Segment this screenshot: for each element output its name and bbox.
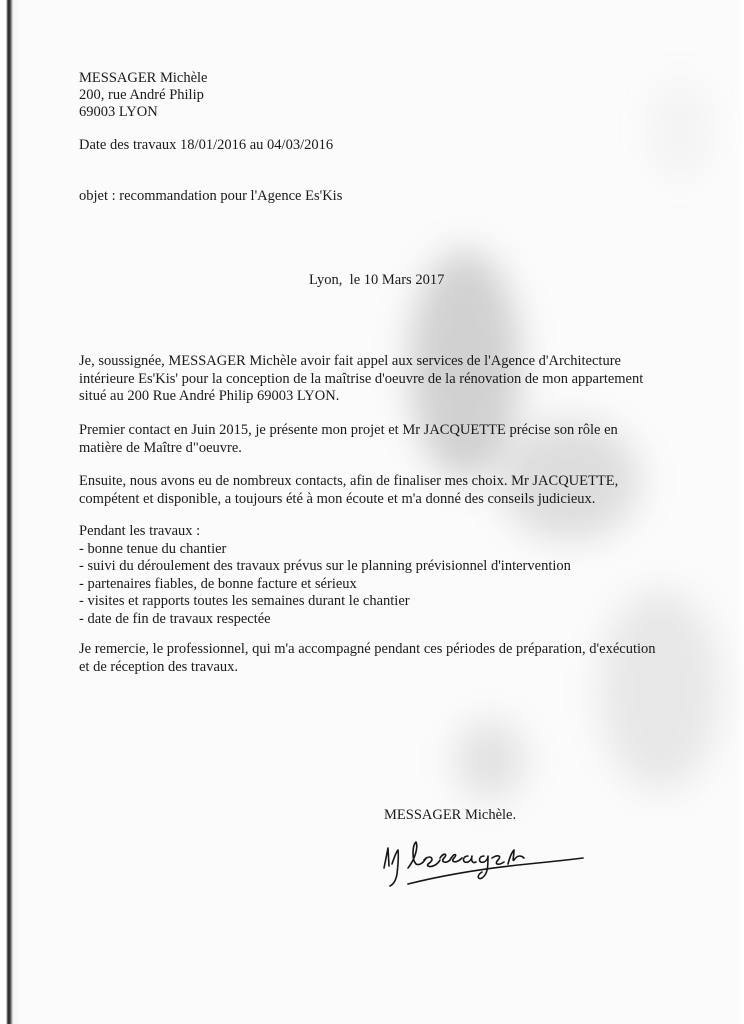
- works-list-item: - suivi du déroulement des travaux prévus sur le planning prévisionnel d'intervention: [79, 558, 571, 574]
- paragraph-line: matière de Maître d"oeuvre.: [79, 439, 242, 456]
- paragraph-line: Premier contact en Juin 2015, je présente mon projet et Mr JACQUETTE précise son rôle en: [79, 422, 618, 438]
- works-list-item: - date de fin de travaux respectée: [79, 610, 271, 627]
- sender-city: 69003 LYON: [79, 104, 158, 120]
- sender-address: [79, 70, 207, 121]
- works-intro: Pendant les travaux :: [79, 523, 201, 539]
- paragraph-intro: [79, 353, 643, 406]
- closing-name: MESSAGER Michèle.: [384, 807, 517, 823]
- sender-name: MESSAGER Michèle: [79, 70, 208, 86]
- sender-street: 200, rue André Philip: [79, 87, 204, 103]
- paragraph-line: Je remercie, le professionnel, qui m'a accompagné pendant ces périodes de préparation, d'exécution: [79, 641, 656, 657]
- paragraph-line: et de réception des travaux.: [79, 658, 239, 675]
- paragraph-line: Je, soussignée, MESSAGER Michèle avoir fait appel aux services de l'Agence d'Architecture: [79, 353, 621, 369]
- works-list-item: - partenaires fiables, de bonne facture et sérieux: [79, 575, 357, 592]
- place-date: Lyon, le 10 Mars 2017: [309, 272, 445, 288]
- scan-right-edge: [736, 0, 744, 1024]
- works-list-item: - visites et rapports toutes les semaines durant le chantier: [79, 593, 410, 609]
- handwritten-signature: [378, 828, 598, 888]
- works-list-item: - bonne tenue du chantier: [79, 540, 227, 557]
- paragraph-first-contact: [79, 422, 618, 457]
- subject-line: objet : recommandation pour l'Agence Es'Kis: [79, 188, 343, 204]
- paragraph-line: situé au 200 Rue André Philip 69003 LYON.: [79, 388, 340, 404]
- paragraph-line: compétent et disponible, a toujours été à mon écoute et m'a donné des conseils judicieux.: [79, 490, 596, 507]
- scan-smudge: [455, 720, 525, 800]
- work-dates: Date des travaux 18/01/2016 au 04/03/2016: [79, 137, 334, 153]
- scan-smudge: [600, 590, 720, 790]
- scan-smudge: [650, 80, 710, 180]
- paragraph-line: Ensuite, nous avons eu de nombreux contacts, afin de finaliser mes choix. Mr JACQUETTE,: [79, 473, 619, 489]
- paragraph-thanks: [79, 641, 656, 676]
- scan-left-edge: [0, 0, 20, 1024]
- works-section: [79, 523, 571, 628]
- paragraph-contacts: [79, 473, 618, 508]
- paragraph-line: intérieure Es'Kis' pour la conception de la maîtrise d'oeuvre de la rénovation de mon appartement: [79, 370, 644, 387]
